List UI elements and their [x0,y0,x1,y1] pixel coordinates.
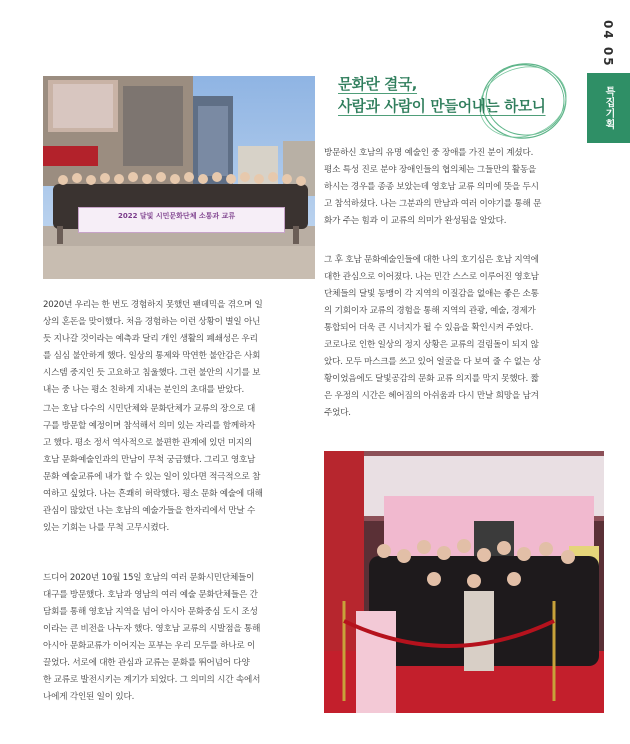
left-paragraph-1: 2020년 우리는 한 번도 경험하지 못했던 팬데믹을 겪으며 일 상의 혼돈을 맞이했다. 처음 경험하는 이런 상황이 별일 아닌 듯 지나갈 것이라는 예측과 달리 개인 생활의 폐쇄성은 우리 를 심심 불안하게 했다. 일상의 통제와 막연한 불안감은 사회 시스템 중지인 듯 고요하고 침울했다. 그런 불안의 시기를 보 내는 중 나는 평소 친하게 지내는 분인의 초대를 받았다. [43,300,263,395]
left-paragraph-3: 드디어 2020년 10월 15일 호남의 여러 문화시민단체들이 대구를 방문했다. 호남과 영남의 여러 예술 문화단체들은 간 담회를 통해 영호남 지역을 넘어 아시아 문화중심 도시 조성 이라는 큰 비전을 나누자 했다. 영호남 교류의 시발점을 통해 아시아 문화교류가 이어지는 포부는 우리 모두를 하나로 이 끌었다. 서로에 대한 관심과 교류는 문화를 뛰어넘어 다양 한 교류로 발전시키는 계기가 되었다. 그 의미의 시간 속에서 나에게 각인된 일이 있다. [43,573,261,702]
left-paragraph-2: 그는 호남 다수의 시민단체와 문화단체가 교류의 장으로 대 구를 방문할 예정이며 참석해서 의미 있는 자리를 함께하자 고 했다. 평소 정서 역사적으로 불편한 관계에 있던 미지의 호남 문화예술인과의 만남이 무척 궁금했다. 그리고 영호남 문화 예술교류에 내가 할 수 있는 일이 있다면 적극적으로 참 여하고 싶었다. 나는 흔쾌히 허락했다. 평소 문화 예술에 대해 관심이 많았던 나는 호남의 예술가들을 한자리에서 만날 수 있는 기회는 나를 무척 고무시켰다. [43,404,263,533]
group-photo-event-booth [324,451,604,713]
right-paragraph-2: 그 후 호남 문화예술인들에 대한 나의 호기심은 호남 지역에 대한 관심으로 이어졌다. 나는 민간 스스로 이루어진 영호남 단체들의 달빛 동맹이 각 지역의 이질감을 없애는 좋은 소통 의 기회이자 교류의 경험을 통해 지역의 관광, 예술, 경제가 통합되어 더욱 큰 시너지가 될 수 있음을 확인시켜 주었다. 코로나로 인한 일상의 정지 상황은 교류의 걸림돌이 되지 않 았다. 모두 마스크를 쓰고 있어 얼굴을 다 보여 줄 수 없는 상 황이었음에도 달빛공감의 문화 교류 의지를 막지 못했다. 짧 은 우정의 시간은 헤어짐의 아쉬움과 다시 만날 희망을 남겨 주었다. [324,255,541,418]
group-photo-building [43,76,315,279]
page-number: 04 05 [601,20,615,68]
article-headline [338,74,588,118]
headline-line-2: 사람과 사람이 만들어내는 하모니 [338,98,546,115]
section-tab: 특집기획 [587,73,630,143]
event-banner-text: 2022 달빛 시민문화단체 소통과 교류 [118,212,236,220]
right-paragraph-1: 방문하신 호남의 유명 예술인 중 장애를 가진 분이 계셨다. 평소 특성 진로 분야 장애인들의 협의체는 그들만의 활동을 하시는 경우를 종종 보았는데 영호남 교류 의미에 뜻을 두시 고 참석하셨다. 나는 그분과의 만남과 여러 이야기를 통해 문 화가 주는 힘과 이 교류의 의미가 완성됨을 알았다. [324,148,542,226]
headline-line-1: 문화란 결국, [338,76,418,93]
